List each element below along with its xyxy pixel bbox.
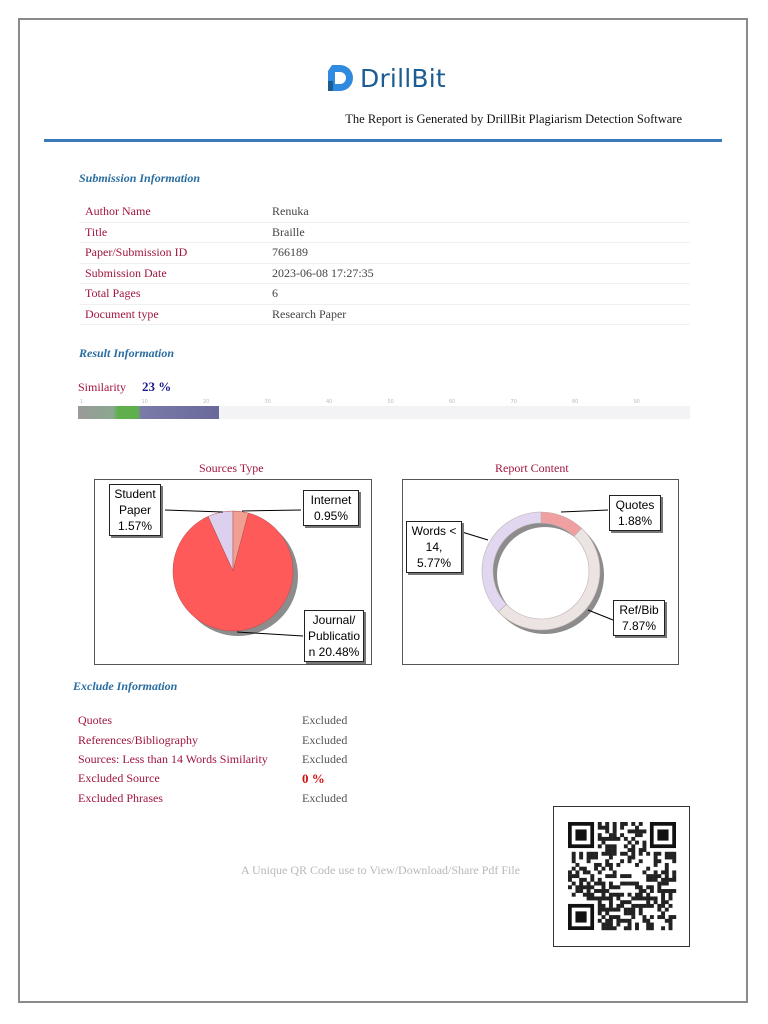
callout-label: Student Paper: [114, 487, 156, 517]
similarity-label: Similarity: [78, 380, 126, 394]
info-value: 2023-06-08 17:27:35: [272, 265, 374, 280]
info-label: Total Pages: [85, 286, 141, 301]
submission-section-title: Submission Information: [79, 171, 201, 185]
similarity-scale-tick: 90: [633, 399, 640, 405]
qr-code[interactable]: [553, 806, 690, 947]
brand-name: DrillBit: [360, 63, 446, 93]
similarity-scale-tick: 20: [203, 399, 210, 405]
similarity-scale-tick: 80: [572, 399, 579, 405]
report-content-title: Report Content: [495, 461, 569, 475]
header-rule: [44, 139, 722, 142]
report-content-chart: [402, 479, 679, 665]
exclude-row-phrases: [78, 791, 478, 806]
callout-label: Internet: [310, 493, 352, 507]
callout-label: Quotes: [615, 498, 655, 512]
info-row-author: [79, 202, 690, 223]
similarity-scale-tick: 50: [387, 399, 394, 405]
callout-internet: [303, 490, 359, 526]
exclude-label: Excluded Source: [78, 771, 160, 785]
sources-type-title: Sources Type: [199, 461, 264, 475]
callout-value: 1.57%: [117, 519, 153, 533]
exclude-value: Excluded: [302, 791, 348, 805]
info-value: Braille: [272, 224, 305, 239]
callout-value: 20.48%: [318, 645, 360, 659]
similarity-scale-tick: 30: [264, 399, 271, 405]
info-value: Renuka: [272, 204, 309, 219]
report-tagline: The Report is Generated by DrillBit Plagiarism Detection Software: [345, 112, 682, 126]
info-row-submission-date: [79, 264, 690, 285]
exclude-label: Quotes: [78, 713, 112, 727]
callout-value: 0.95%: [313, 509, 349, 523]
callout-journal: [304, 610, 364, 662]
similarity-bar: [78, 406, 690, 419]
drillbit-logo-icon: [326, 63, 354, 93]
exclude-value: Excluded: [302, 733, 348, 747]
info-row-submission-id: [79, 243, 690, 264]
callout-label: Journal/ Publicatio n: [307, 613, 361, 659]
exclude-label: Excluded Phrases: [78, 791, 163, 805]
similarity-scale-tick: 40: [326, 399, 333, 405]
similarity-value: 23 %: [142, 379, 172, 394]
info-label: Paper/Submission ID: [85, 245, 188, 260]
callout-value: 5.77%: [416, 556, 452, 570]
exclude-row-references: [78, 733, 478, 748]
similarity-scale-tick: 70: [510, 399, 517, 405]
callout-quotes: [609, 495, 661, 531]
info-value: 766189: [272, 245, 308, 260]
callout-words: [406, 521, 462, 573]
qr-caption: A Unique QR Code use to View/Download/Share Pdf File: [241, 863, 521, 877]
drillbit-logo: [326, 60, 446, 96]
callout-label: Ref/Bib: [619, 603, 659, 617]
qr-code-icon: [554, 807, 689, 946]
info-label: Author Name: [85, 204, 151, 219]
submission-table: [79, 202, 690, 325]
info-value: 6: [272, 286, 278, 301]
similarity-bar-fill: [78, 406, 219, 419]
callout-label: Words < 14,: [411, 524, 457, 554]
info-row-total-pages: [79, 284, 690, 305]
exclude-row-small-sources: [78, 752, 478, 767]
callout-ref-bib: [613, 600, 665, 636]
info-row-document-type: [79, 305, 690, 326]
exclude-value: Excluded: [302, 713, 348, 727]
exclude-label: References/Bibliography: [78, 733, 198, 747]
info-label: Submission Date: [85, 265, 167, 280]
callout-student-paper: [109, 484, 161, 536]
similarity-scale-tick: 10: [141, 399, 148, 405]
exclude-value: Excluded: [302, 752, 348, 766]
callout-value: 7.87%: [621, 619, 657, 633]
info-row-title: [79, 223, 690, 244]
result-section-title: Result Information: [79, 346, 175, 360]
exclude-row-quotes: [78, 713, 478, 728]
info-label: Title: [85, 224, 108, 239]
exclude-row-excluded-source: [78, 771, 478, 787]
similarity-scale-tick: 1: [80, 399, 84, 405]
exclude-label: Sources: Less than 14 Words Similarity: [78, 752, 268, 766]
similarity-scale-tick: 60: [449, 399, 456, 405]
info-label: Document type: [85, 306, 159, 321]
sources-type-chart: [94, 479, 372, 665]
exclude-section-title: Exclude Information: [73, 679, 178, 693]
exclude-value: 0 %: [302, 771, 325, 786]
callout-value: 1.88%: [617, 514, 653, 528]
info-value: Research Paper: [272, 306, 347, 321]
